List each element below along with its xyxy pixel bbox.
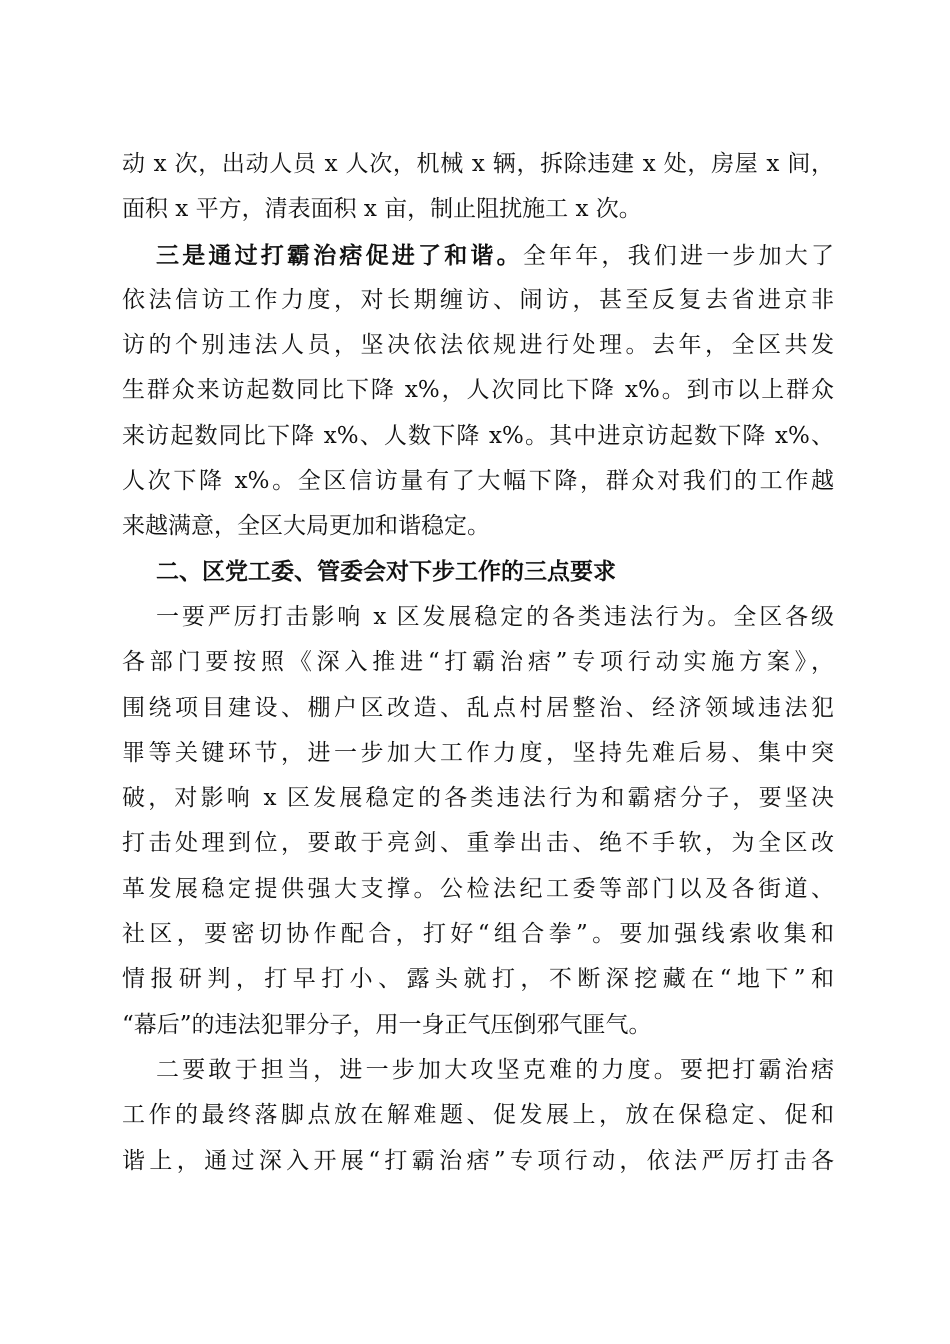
text-line: 来访起数同比下降 x%、人数下降 x%。其中进京访起数下降 x%、 — [122, 422, 834, 449]
text-line: 工作的最终落脚点放在解难题、促发展上，放在保稳定、促和 — [122, 1102, 834, 1129]
document-body — [122, 142, 834, 1184]
paragraph-4 — [122, 1048, 834, 1184]
text-line: 罪等关键环节，进一步加大工作力度，坚持先难后易、集中突 — [122, 739, 834, 766]
text-line: 打击处理到位，要敢于亮剑、重拳出击、绝不手软，为全区改 — [122, 830, 834, 857]
text-line: 生群众来访起数同比下降 x%，人次同比下降 x%。到市以上群众 — [122, 377, 834, 404]
text-line: 破，对影响 x 区发展稳定的各类违法行为和霸痞分子，要坚决 — [122, 785, 834, 812]
text-line: 二要敢于担当，进一步加大攻坚克难的力度。要把打霸治痞 — [156, 1056, 834, 1083]
text-line: 动 x 次，出动人员 x 人次，机械 x 辆，拆除违建 x 处，房屋 x 间， — [122, 151, 834, 177]
paragraph-3 — [122, 595, 834, 1048]
text-line: 访的个别违法人员，坚决依法依规进行处理。去年，全区共发 — [122, 332, 834, 359]
paragraph-lead: 三是通过打霸治痞促进了和谐。 — [156, 241, 523, 269]
text-line: 各部门要按照《深入推进“打霸治痞”专项行动实施方案》， — [122, 649, 834, 676]
text-line: 一要严厉打击影响 x 区发展稳定的各类违法行为。全区各级 — [156, 603, 834, 630]
text-run: 全年年，我们进一步加大了 — [522, 242, 835, 269]
text-line: 围绕项目建设、棚户区改造、乱点村居整治、经济领域违法犯 — [122, 694, 834, 721]
text-line — [122, 233, 834, 278]
text-line: “幕后”的违法犯罪分子，用一身正气压倒邪气匪气。 — [122, 1011, 652, 1038]
paragraph-2 — [122, 233, 834, 550]
text-line: 情报研判，打早打小、露头就打，不断深挖藏在“地下”和 — [122, 966, 834, 993]
heading-text: 二、区党工委、管委会对下步工作的三点要求 — [156, 558, 616, 585]
text-line: 人次下降 x%。全区信访量有了大幅下降，群众对我们的工作越 — [122, 468, 834, 495]
paragraph-1 — [122, 142, 834, 233]
text-line: 来越满意，全区大局更加和谐稳定。 — [122, 513, 490, 540]
section-heading — [122, 550, 834, 595]
text-line: 谐上，通过深入开展“打霸治痞”专项行动，依法严厉打击各 — [122, 1147, 834, 1174]
text-line: 革发展稳定提供强大支撑。公检法纪工委等部门以及各街道、 — [122, 875, 834, 902]
text-line: 面积 x 平方，清表面积 x 亩，制止阻扰施工 x 次。 — [122, 196, 642, 223]
text-line: 社区，要密切协作配合，打好“组合拳”。要加强线索收集和 — [122, 921, 834, 948]
text-line: 依法信访工作力度，对长期缠访、闹访，甚至反复去省进京非 — [122, 286, 834, 313]
